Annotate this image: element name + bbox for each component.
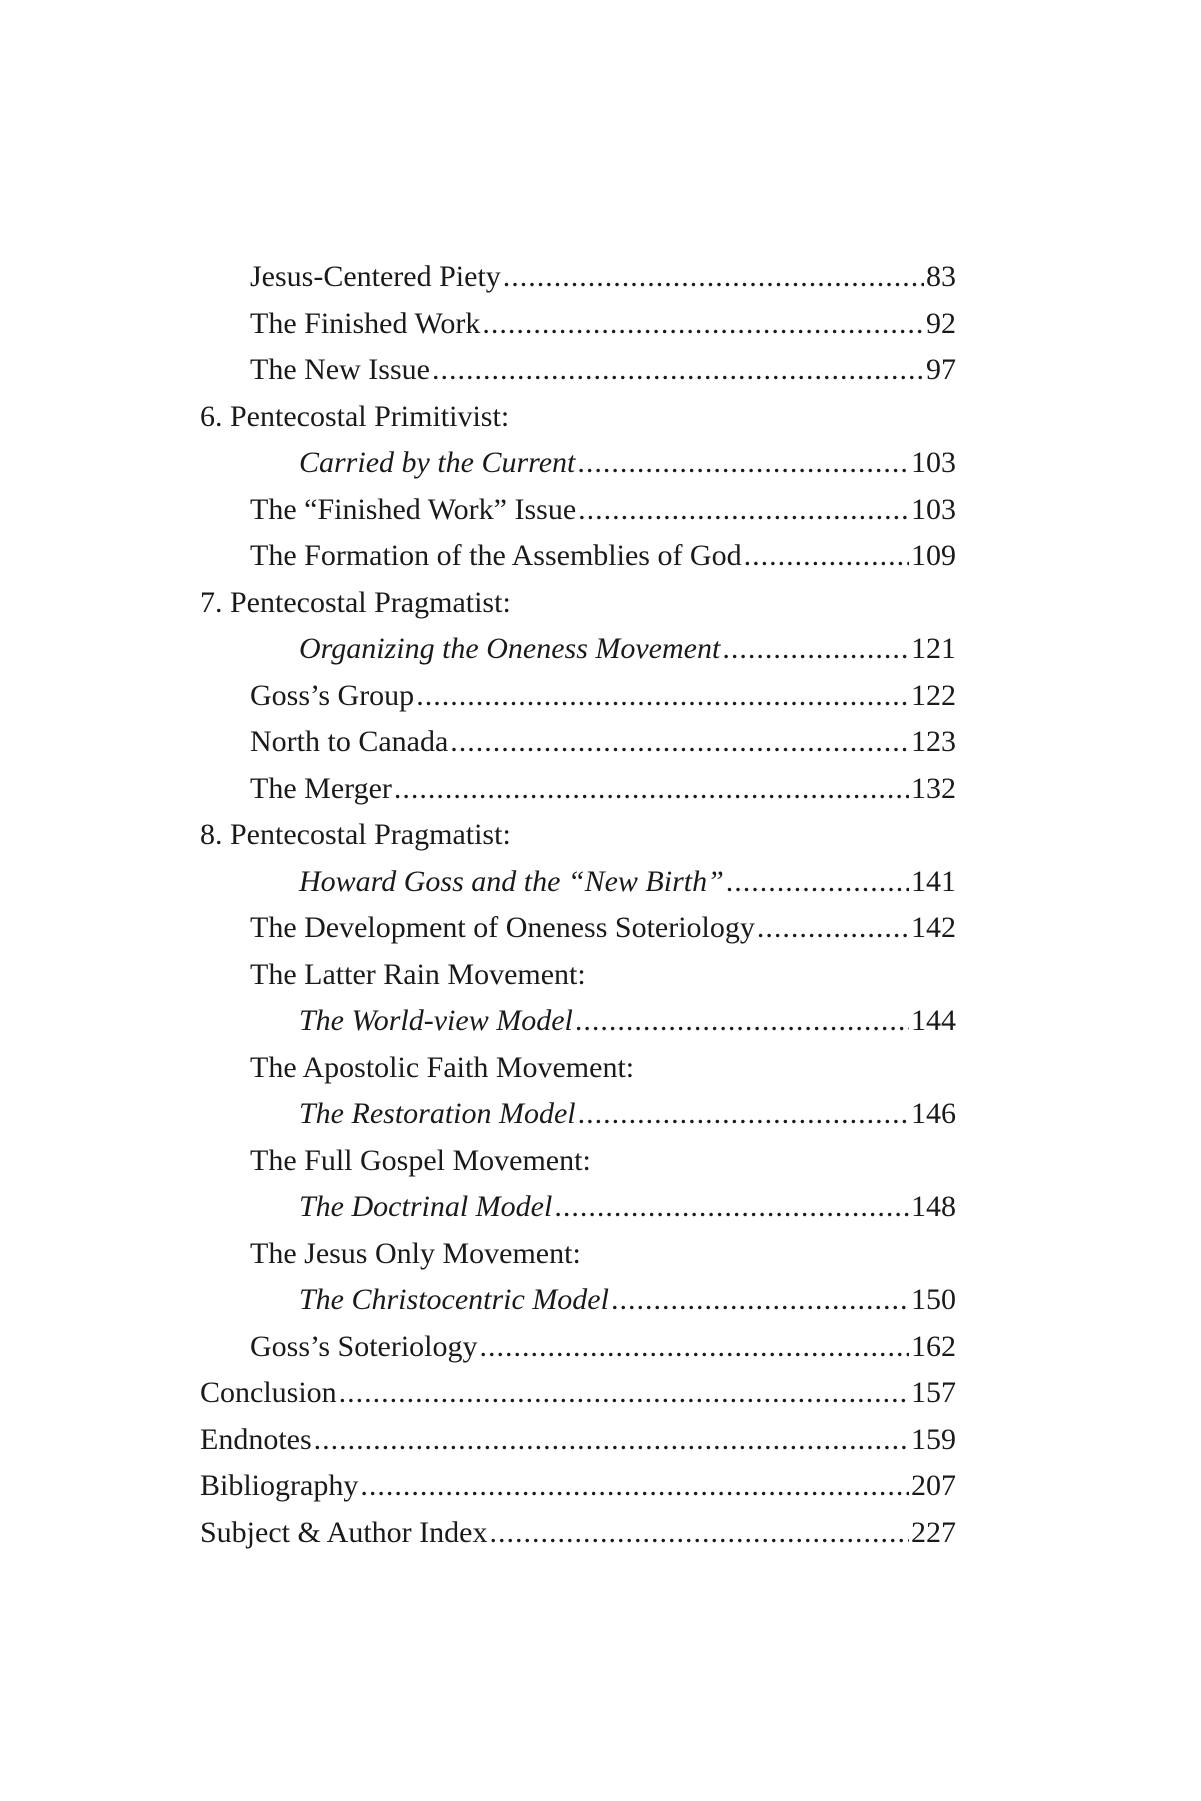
- toc-entry-title: The Jesus Only Movement:: [250, 1236, 581, 1270]
- toc-entry-page-number: 92: [926, 306, 956, 340]
- toc-entry[interactable]: [200, 1370, 956, 1417]
- toc-dot-leader: [503, 254, 924, 301]
- toc-entry-title: The Christocentric Model: [299, 1283, 609, 1316]
- toc-dot-leader: [611, 1277, 909, 1324]
- toc-dot-leader: [575, 998, 909, 1045]
- toc-entry[interactable]: [200, 301, 956, 348]
- toc-entry-title: The Development of Oneness Soteriology: [250, 911, 755, 944]
- toc-entry[interactable]: [200, 1138, 956, 1185]
- toc-entry[interactable]: [200, 580, 956, 627]
- toc-dot-leader: [314, 1417, 909, 1464]
- toc-list: [200, 254, 956, 1556]
- toc-entry-title: The “Finished Work” Issue: [250, 492, 577, 526]
- toc-dot-leader: [482, 301, 924, 348]
- toc-entry-page-number: 103: [911, 492, 956, 526]
- toc-entry[interactable]: [200, 812, 956, 859]
- toc-entry-page-number: 97: [926, 353, 956, 386]
- toc-dot-leader: [489, 1510, 909, 1557]
- toc-entry-title: The Restoration Model: [299, 1097, 576, 1130]
- toc-entry-page-number: 141: [911, 864, 956, 898]
- toc-entry-page-number: 162: [911, 1329, 956, 1363]
- toc-entry-page-number: 103: [911, 446, 956, 479]
- toc-entry[interactable]: [200, 1091, 956, 1138]
- toc-entry[interactable]: [200, 766, 956, 813]
- toc-entry-title: Goss’s Group: [250, 678, 415, 712]
- toc-entry-title: Conclusion: [200, 1376, 337, 1409]
- toc-entry-title: Bibliography: [200, 1469, 359, 1502]
- toc-dot-leader: [450, 719, 909, 766]
- toc-entry[interactable]: [200, 719, 956, 766]
- toc-entry-page-number: 207: [911, 1469, 956, 1502]
- toc-dot-leader: [339, 1370, 909, 1417]
- toc-entry[interactable]: [200, 1184, 956, 1231]
- table-of-contents: [200, 254, 956, 1556]
- toc-entry-page-number: 150: [911, 1283, 956, 1316]
- toc-entry-title: North to Canada: [250, 725, 449, 758]
- toc-entry[interactable]: [200, 533, 956, 580]
- toc-entry-page-number: 123: [911, 725, 956, 758]
- toc-dot-leader: [722, 626, 909, 673]
- toc-entry-title: The Latter Rain Movement:: [250, 957, 586, 991]
- toc-entry-page-number: 142: [911, 911, 956, 944]
- toc-entry-page-number: 121: [911, 632, 956, 665]
- toc-entry-title: The World-view Model: [299, 1004, 573, 1037]
- toc-entry-title: The Merger: [250, 771, 392, 805]
- toc-entry-title: The Apostolic Faith Movement:: [250, 1050, 635, 1084]
- toc-entry[interactable]: [200, 254, 956, 301]
- toc-entry-title: Organizing the Oneness Movement: [299, 632, 721, 665]
- toc-entry-title: The New Issue: [250, 353, 430, 386]
- toc-dot-leader: [757, 905, 909, 952]
- toc-entry-page-number: 148: [911, 1190, 956, 1223]
- toc-entry-page-number: 159: [911, 1422, 956, 1456]
- toc-dot-leader: [578, 1091, 909, 1138]
- toc-entry[interactable]: [200, 998, 956, 1045]
- toc-entry-title: Endnotes: [200, 1422, 312, 1456]
- toc-entry[interactable]: [200, 487, 956, 534]
- toc-entry-page-number: 144: [911, 1004, 956, 1037]
- toc-entry-page-number: 146: [911, 1097, 956, 1130]
- toc-entry-title: Goss’s Soteriology: [250, 1329, 478, 1363]
- toc-entry[interactable]: [200, 347, 956, 394]
- toc-entry[interactable]: [200, 626, 956, 673]
- toc-entry-title: The Formation of the Assemblies of God: [250, 539, 742, 572]
- toc-entry-title: 6. Pentecostal Primitivist:: [200, 399, 510, 433]
- toc-dot-leader: [416, 673, 909, 720]
- toc-dot-leader: [432, 347, 924, 394]
- toc-entry[interactable]: [200, 1277, 956, 1324]
- toc-entry[interactable]: [200, 1045, 956, 1092]
- toc-entry-page-number: 132: [911, 771, 956, 805]
- toc-entry-title: The Full Gospel Movement:: [250, 1143, 591, 1177]
- toc-entry-title: Jesus-Centered Piety: [250, 260, 501, 293]
- toc-entry[interactable]: [200, 440, 956, 487]
- toc-entry-title: 7. Pentecostal Pragmatist:: [200, 585, 511, 619]
- toc-entry[interactable]: [200, 1231, 956, 1278]
- toc-dot-leader: [360, 1463, 909, 1510]
- toc-entry-title: 8. Pentecostal Pragmatist:: [200, 818, 511, 851]
- toc-entry[interactable]: [200, 1417, 956, 1464]
- toc-entry[interactable]: [200, 905, 956, 952]
- toc-entry-page-number: 157: [911, 1376, 956, 1409]
- toc-dot-leader: [744, 533, 909, 580]
- toc-dot-leader: [394, 766, 909, 813]
- toc-entry[interactable]: [200, 1510, 956, 1557]
- toc-entry-page-number: 227: [911, 1515, 956, 1549]
- toc-entry-title: The Finished Work: [250, 306, 481, 340]
- toc-entry-title: Howard Goss and the “New Birth”: [299, 864, 724, 898]
- toc-dot-leader: [480, 1324, 909, 1371]
- toc-dot-leader: [578, 487, 909, 534]
- toc-entry-page-number: 109: [911, 539, 956, 572]
- toc-dot-leader: [577, 440, 909, 487]
- toc-entry[interactable]: [200, 394, 956, 441]
- toc-entry-title: Carried by the Current: [299, 446, 576, 479]
- toc-entry-page-number: 122: [911, 678, 956, 712]
- toc-entry[interactable]: [200, 1324, 956, 1371]
- toc-dot-leader: [554, 1184, 909, 1231]
- toc-entry-title: The Doctrinal Model: [299, 1190, 553, 1223]
- toc-entry[interactable]: [200, 673, 956, 720]
- toc-entry[interactable]: [200, 952, 956, 999]
- toc-dot-leader: [726, 859, 909, 906]
- toc-entry[interactable]: [200, 859, 956, 906]
- toc-entry[interactable]: [200, 1463, 956, 1510]
- toc-entry-page-number: 83: [926, 260, 956, 293]
- toc-entry-title: Subject & Author Index: [200, 1515, 488, 1549]
